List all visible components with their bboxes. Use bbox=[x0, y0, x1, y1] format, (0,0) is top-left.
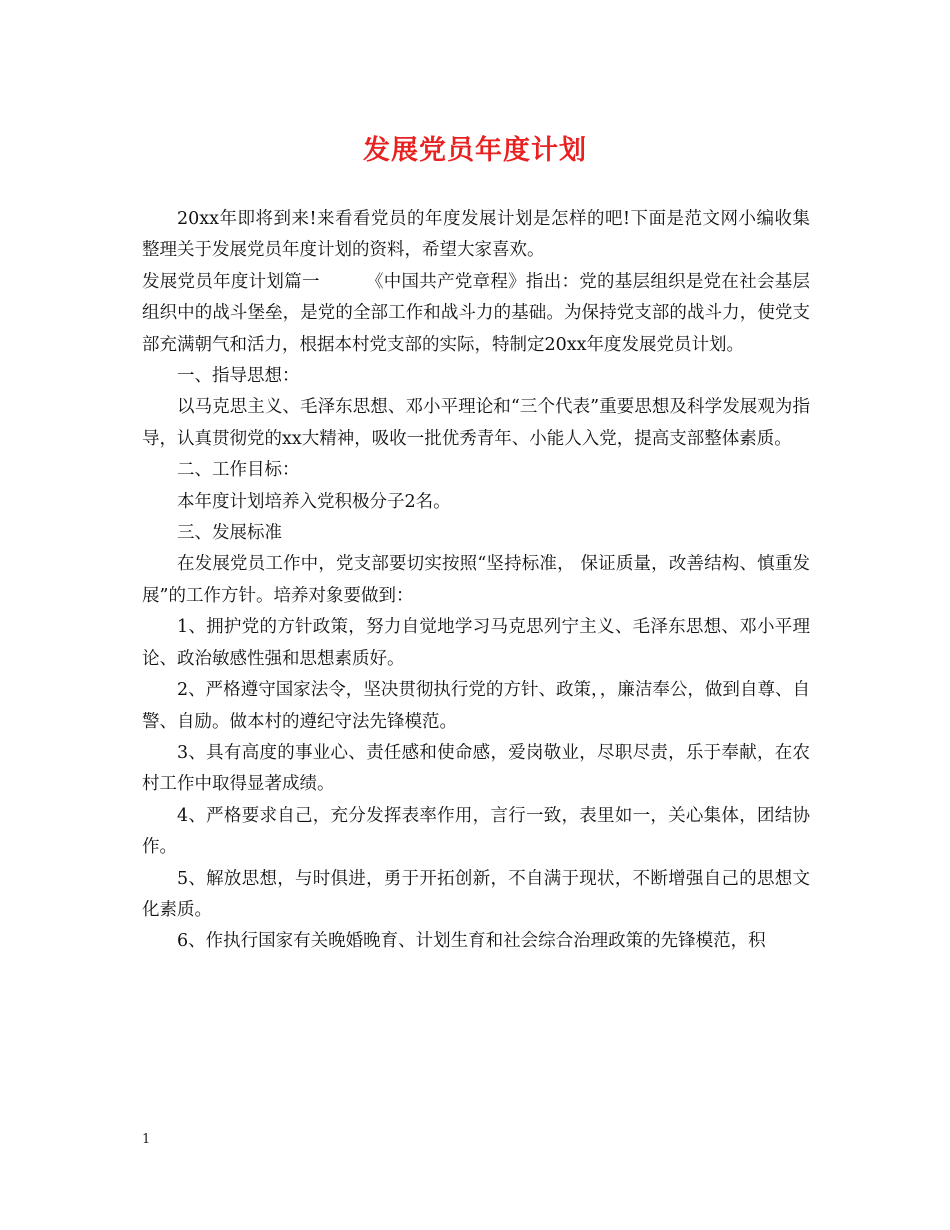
list-item-4: 4、严格要求自己，充分发挥表率作用，言行一致，表里如一，关心集体，团结协作。 bbox=[142, 805, 810, 858]
heading-development-standard: 三、发展标准 bbox=[177, 523, 282, 544]
document-body bbox=[142, 204, 810, 958]
document-title: 发展党员年度计划 bbox=[363, 135, 587, 166]
paragraph-development-standard: 在发展党员工作中，党支部要切实按照“坚持标准， 保证质量，改善结构、慎重发展”的工作方针。培养对象要做到： bbox=[142, 554, 810, 606]
heading-guiding-ideology: 一、指导思想： bbox=[177, 366, 300, 387]
page-number: 1 bbox=[142, 1132, 151, 1147]
list-item-5: 5、解放思想，与时俱进，勇于开拓创新，不自满于现状，不断增强自己的思想文化素质。 bbox=[142, 868, 810, 920]
section-paragraph bbox=[142, 267, 810, 361]
list-item-6: 6、作执行国家有关晚婚晚育、计划生育和社会综合治理政策的先锋模范，积 bbox=[177, 931, 766, 952]
list-item-1: 1、拥护党的方针政策，努力自觉地学习马克思列宁主义、毛泽东思想、邓小平理论、政治敏感性强和思想素质好。 bbox=[142, 617, 810, 669]
section-label: 发展党员年度计划篇一 bbox=[142, 271, 320, 292]
heading-work-goal: 二、工作目标： bbox=[177, 460, 300, 481]
paragraph-work-goal: 本年度计划培养入党积极分子2名。 bbox=[177, 491, 451, 512]
paragraph-guiding-ideology: 以马克思主义、毛泽东思想、邓小平理论和“三个代表”重要思想及科学发展观为指导，认真贯彻党的xx大精神，吸收一批优秀青年、小能人入党，提高支部整体素质。 bbox=[142, 397, 810, 449]
intro-paragraph: 20xx年即将到来!来看看党员的年度发展计划是怎样的吧!下面是范文网小编收集整理关于发展党员年度计划的资料，希望大家喜欢。 bbox=[142, 209, 810, 261]
list-item-3: 3、具有高度的事业心、责任感和使命感，爱岗敬业，尽职尽责，乐于奉献，在农村工作中取得显著成绩。 bbox=[142, 742, 810, 795]
list-item-2: 2、严格遵守国家法令，坚决贯彻执行党的方针、政策，，廉洁奉公，做到自尊、自警、自励。做本村的遵纪守法先锋模范。 bbox=[142, 680, 810, 732]
section-intro: 《中国共产党章程》指出：党的基层组织是党在社会基层组织中的战斗堡垒，是党的全部工作和战斗力的基础。为保持党支部的战斗力，使党支部充满朝气和活力，根据本村党支部的实际，特制定20xx年度发展党员计划。 bbox=[142, 271, 811, 355]
